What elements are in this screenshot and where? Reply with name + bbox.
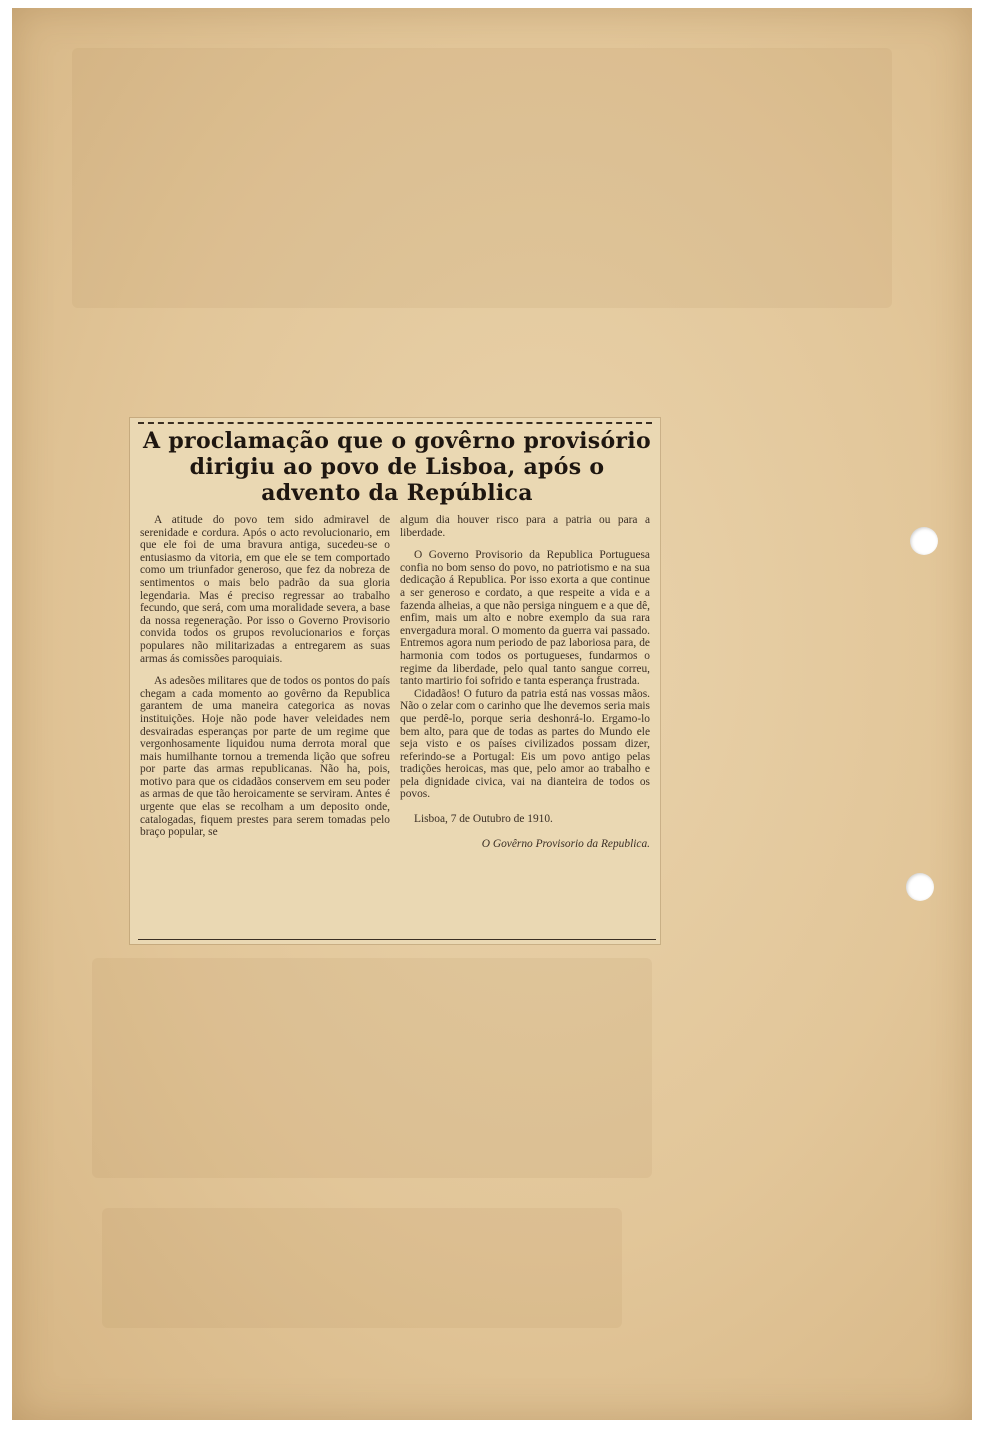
clipping-headline: A proclamação que o govêrno provisório dirigiu ao povo de Lisboa, após o advento da República	[143, 428, 651, 506]
bottom-rule	[138, 939, 656, 940]
left-text-column	[140, 514, 390, 839]
newspaper-clipping	[130, 418, 660, 944]
right-continuation-text: algum dia houver risco para a patria ou para a liberdade.	[400, 514, 650, 539]
right-paragraph-1: O Governo Provisorio da Republica Portuguesa confia no bom senso do povo, no patriotismo e na sua dedicação á Republica. Por isso exorta a que continue a ser generoso e cordato, a que respeite a vida e a fazenda alheias, a que não persiga ninguem e a que dê, enfim, mais um alto e nobre exemplo da sua rara envergadura moral. O momento da guerra vai passado. Entremos agora num periodo de paz laboriosa para, de harmonia com todos os portugueses, fundarmos o regime da liberdade, pelo qual tanto sangue correu, tanto martirio foi sofrido e tanta esperança frustrada.	[400, 549, 650, 688]
dateline: Lisboa, 7 de Outubro de 1910.	[414, 813, 553, 826]
right-text-column	[400, 514, 650, 850]
right-paragraph-2: Cidadãos! O futuro da patria está nas vossas mãos. Não o zelar com o carinho que lhe devemos seria mais que perdê-lo, porque seria deshonrá-lo. Ergamo-lo bem alto, para que de todas as partes do Mundo ele seja visto e os países civilizados possam dizer, referindo-se a Portugal: Eis um povo antigo pelas tradições heroicas, mas que, pelo amor ao trabalho e pela dignidade civica, vai na dianteira de todos os povos.	[400, 687, 650, 801]
top-dashed-rule	[138, 422, 652, 424]
left-paragraph-2: As adesões militares que de todos os pontos do país chegam a cada momento ao govêrno da Republica garantem de uma maneira categorica as novas instituições. Hoje não pode haver veleidades nem desvairadas esperanças por parte de um regime que vergonhosamente liquidou numa derrota moral que mais humilhante tornou a tremenda lição que sofreu por parte das armas republicanas. Não ha, pois, motivo para que os cidadãos conservem em seu poder as armas de que tão heroicamente se serviram. Antes é urgente que elas se recolham a um deposito onde, catalogadas, fiquem prestes para serem tomadas pelo braço popular, se	[140, 675, 390, 839]
signature: O Govêrno Provisorio da Republica.	[481, 837, 650, 850]
bleed-through-block-middle	[92, 958, 652, 1178]
bleed-through-block-bottom	[102, 1208, 622, 1328]
punch-hole-lower	[906, 873, 934, 901]
bleed-through-block-top	[72, 48, 892, 308]
punch-hole-upper	[910, 527, 938, 555]
left-paragraph-1: A atitude do povo tem sido admiravel de serenidade e cordura. Após o acto revolucionario, em que ele foi de uma bravura antiga, sucedeu-se o entusiasmo da vitoria, em que ele se tem comportado como um triunfador generoso, que fez da nobreza de sentimentos o mais belo padrão da sua gloria legendaria. Mas é preciso regressar ao trabalho fecundo, que será, com uma moralidade severa, a base da nossa regeneração. Por isso o Governo Provisorio convida todos os grupos revolucionarios e forças populares não militarizadas a entregarem as suas armas ás comissões paroquiais.	[140, 514, 390, 665]
